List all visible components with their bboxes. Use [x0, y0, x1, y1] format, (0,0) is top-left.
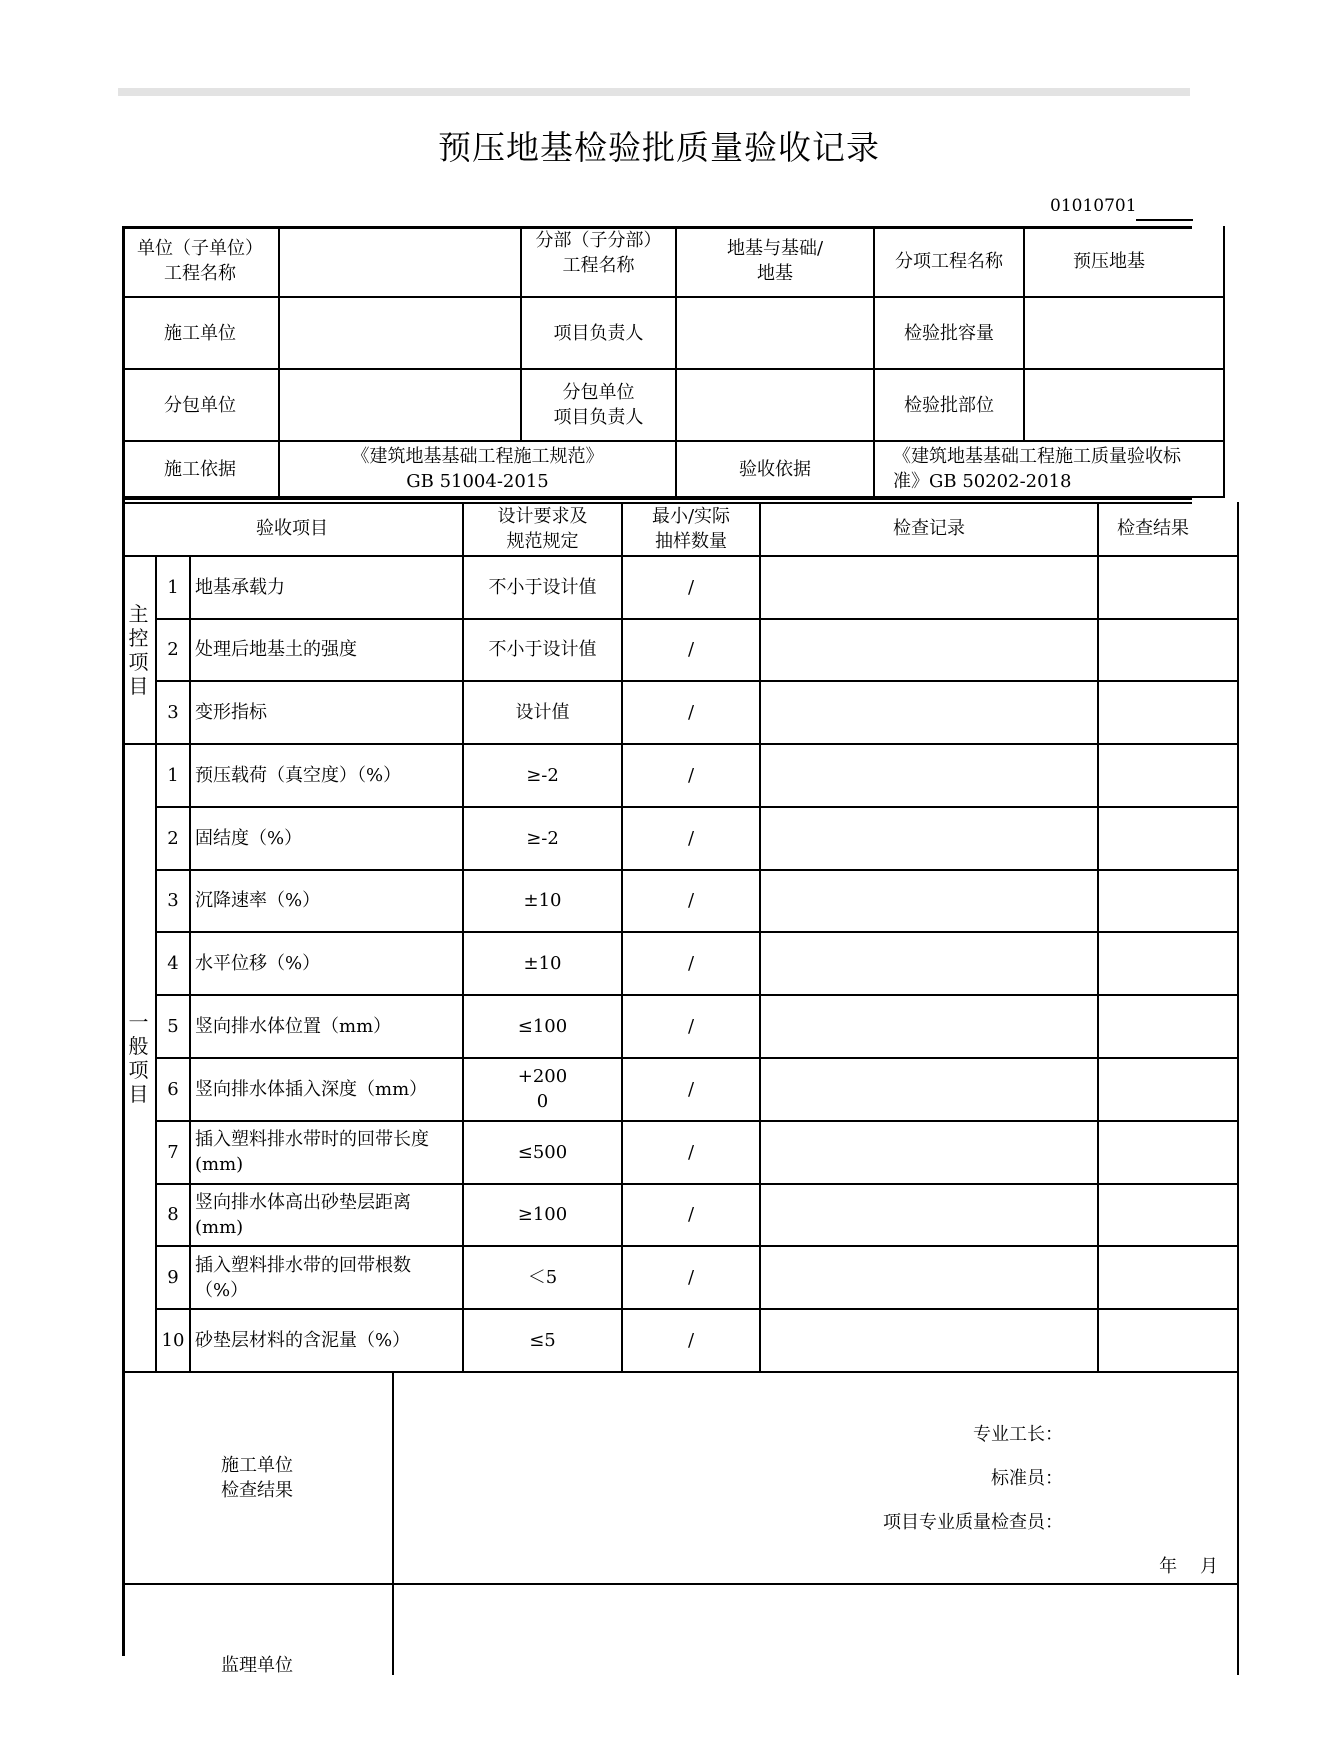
- row-number: 3: [157, 871, 191, 934]
- row-result: [1099, 745, 1239, 808]
- row-record: [761, 620, 1099, 683]
- row-item-name: 插入塑料排水带的回带根数 （%）: [191, 1247, 464, 1310]
- row-result: [1099, 1059, 1239, 1122]
- unit-label: 单位（子单位） 工程名称: [122, 226, 280, 298]
- row-number: 1: [157, 745, 191, 808]
- row-requirement: ≥-2: [464, 745, 623, 808]
- acceptance-basis-value: 《建筑地基基础工程施工质量验收标 准》GB 50202-2018: [875, 442, 1225, 498]
- row-number: 7: [157, 1122, 191, 1185]
- row-sample: /: [623, 1310, 761, 1373]
- row-requirement: +200 0: [464, 1059, 623, 1122]
- basis-value: 《建筑地基基础工程施工规范》 GB 51004-2015: [280, 442, 677, 498]
- row-sample: /: [623, 682, 761, 745]
- foreman-label: 专业工长：: [973, 1424, 1063, 1445]
- col-result: 检查结果: [1099, 502, 1239, 557]
- row-sample: /: [623, 1185, 761, 1248]
- division-label: 分部（子分部） 工程名称: [522, 226, 677, 298]
- row-result: [1099, 1310, 1239, 1373]
- row-record: [761, 996, 1099, 1059]
- location-value: [1025, 370, 1225, 442]
- row-item-name: 插入塑料排水带时的回带长度 (mm): [191, 1122, 464, 1185]
- acceptance-record-table: [122, 226, 1272, 1676]
- row-number: 5: [157, 996, 191, 1059]
- col-item: 验收项目: [122, 502, 464, 557]
- row-record: [761, 1059, 1099, 1122]
- row-item-name: 竖向排水体插入深度（mm）: [191, 1059, 464, 1122]
- row-requirement: ±10: [464, 871, 623, 934]
- row-requirement: ≥-2: [464, 808, 623, 871]
- header-bottom-border: [122, 498, 1192, 500]
- row-number: 2: [157, 808, 191, 871]
- row-sample: /: [623, 1122, 761, 1185]
- row-requirement: 不小于设计值: [464, 620, 623, 683]
- supervisor-label: 监理单位: [122, 1585, 394, 1675]
- standard-label: 标准员：: [991, 1468, 1063, 1489]
- row-sample: /: [623, 996, 761, 1059]
- row-record: [761, 1185, 1099, 1248]
- subcontractor-value: [280, 370, 522, 442]
- manager-label: 项目负责人: [522, 298, 677, 370]
- row-result: [1099, 871, 1239, 934]
- row-record: [761, 933, 1099, 996]
- row-requirement: ≥100: [464, 1185, 623, 1248]
- row-item-name: 竖向排水体位置（mm）: [191, 996, 464, 1059]
- row-requirement: ＜5: [464, 1247, 623, 1310]
- subitem-label: 分项工程名称: [875, 226, 1025, 298]
- row-record: [761, 1310, 1099, 1373]
- top-divider: [118, 88, 1190, 96]
- col-record: 检查记录: [761, 502, 1099, 557]
- table-left-border: [122, 226, 125, 1656]
- row-record: [761, 871, 1099, 934]
- row-result: [1099, 1122, 1239, 1185]
- capacity-label: 检验批容量: [875, 298, 1025, 370]
- capacity-value: [1025, 298, 1225, 370]
- row-sample: /: [623, 1247, 761, 1310]
- row-record: [761, 808, 1099, 871]
- location-label: 检验批部位: [875, 370, 1025, 442]
- row-record: [761, 557, 1099, 620]
- row-result: [1099, 996, 1239, 1059]
- manager-value: [677, 298, 875, 370]
- row-item-name: 变形指标: [191, 682, 464, 745]
- form-code: 01010701: [1050, 196, 1137, 216]
- row-result: [1099, 1247, 1239, 1310]
- date-label: 年 月: [1159, 1556, 1218, 1577]
- row-sample: /: [623, 1059, 761, 1122]
- row-item-name: 预压载荷（真空度）（%）: [191, 745, 464, 808]
- table-top-border: [122, 226, 1192, 229]
- col-requirement: 设计要求及 规范规定: [464, 502, 623, 557]
- row-sample: /: [623, 933, 761, 996]
- row-record: [761, 1122, 1099, 1185]
- row-result: [1099, 682, 1239, 745]
- row-item-name: 水平位移（%）: [191, 933, 464, 996]
- row-requirement: ≤500: [464, 1122, 623, 1185]
- row-record: [761, 745, 1099, 808]
- col-sample: 最小/实际 抽样数量: [623, 502, 761, 557]
- row-item-name: 沉降速率（%）: [191, 871, 464, 934]
- row-number: 9: [157, 1247, 191, 1310]
- row-item-name: 固结度（%）: [191, 808, 464, 871]
- row-item-name: 砂垫层材料的含泥量（%）: [191, 1310, 464, 1373]
- row-number: 8: [157, 1185, 191, 1248]
- row-sample: /: [623, 557, 761, 620]
- row-number: 4: [157, 933, 191, 996]
- row-item-name: 处理后地基土的强度: [191, 620, 464, 683]
- row-requirement: 设计值: [464, 682, 623, 745]
- row-result: [1099, 620, 1239, 683]
- signature-block: [394, 1372, 1254, 1584]
- row-requirement: ≤5: [464, 1310, 623, 1373]
- subcontractor-label: 分包单位: [122, 370, 280, 442]
- general-group-label: 一般项目: [122, 745, 157, 1373]
- division-value: 地基与基础/ 地基: [677, 226, 875, 298]
- row-sample: /: [623, 620, 761, 683]
- row-requirement: ±10: [464, 933, 623, 996]
- row-sample: /: [623, 808, 761, 871]
- row-record: [761, 1247, 1099, 1310]
- acceptance-basis-label: 验收依据: [677, 442, 875, 498]
- row-number: 10: [157, 1310, 191, 1373]
- subitem-value: 预压地基: [1025, 226, 1225, 298]
- row-result: [1099, 557, 1239, 620]
- row-sample: /: [623, 871, 761, 934]
- page-title: 预压地基检验批质量验收记录: [438, 128, 880, 167]
- row-number: 1: [157, 557, 191, 620]
- sub-manager-label: 分包单位 项目负责人: [522, 370, 677, 442]
- form-code-underline: [1136, 219, 1193, 221]
- row-item-name: 竖向排水体高出砂垫层距离 (mm): [191, 1185, 464, 1248]
- row-number: 3: [157, 682, 191, 745]
- contractor-label: 施工单位: [122, 298, 280, 370]
- row-requirement: ≤100: [464, 996, 623, 1059]
- row-result: [1099, 933, 1239, 996]
- row-result: [1099, 1185, 1239, 1248]
- inspector-label: 项目专业质量检查员：: [883, 1512, 1063, 1533]
- basis-label: 施工依据: [122, 442, 280, 498]
- contractor-check-label: 施工单位 检查结果: [122, 1373, 394, 1585]
- contractor-value: [280, 298, 522, 370]
- row-sample: /: [623, 745, 761, 808]
- row-result: [1099, 808, 1239, 871]
- row-item-name: 地基承载力: [191, 557, 464, 620]
- supervisor-area: [394, 1585, 1239, 1675]
- header-bottom-border-double: [122, 502, 1192, 504]
- row-number: 6: [157, 1059, 191, 1122]
- row-number: 2: [157, 620, 191, 683]
- main-group-label: 主控项目: [122, 557, 157, 745]
- row-requirement: 不小于设计值: [464, 557, 623, 620]
- row-record: [761, 682, 1099, 745]
- sub-manager-value: [677, 370, 875, 442]
- unit-value: [280, 226, 522, 298]
